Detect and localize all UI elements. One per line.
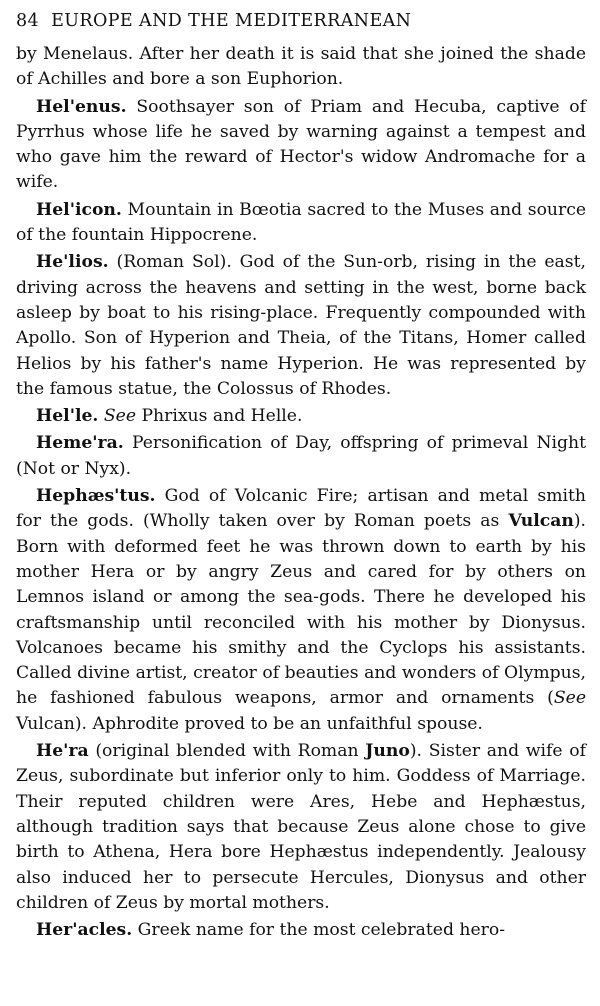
- entry-text: Vulcan). Aphrodite proved to be an unfaithful spouse.: [16, 713, 483, 734]
- page-number: 84: [16, 11, 40, 31]
- section-title: EUROPE AND THE MEDITERRANEAN: [51, 11, 412, 31]
- entry-heracles: [16, 918, 586, 943]
- headword: He'lios.: [36, 252, 109, 273]
- headword: Heme'ra.: [36, 433, 124, 454]
- headword: Her'acles.: [36, 920, 133, 941]
- entry-hera: [16, 739, 586, 916]
- entry-helicon: [16, 198, 586, 249]
- entry-text: ). Born with deformed feet he was thrown down to earth by his mother Hera or by angry Zeus and cared for by others on Lemnos island or among the sea-gods. There he developed his craftsmanship until reconciled with his mother by Dionysus. Volcanoes became his smithy and the Cyclops his assistants. Called divine artist, creator of beauties and wonders of Olympus, he fashioned fabulous weapons, armor and ornaments (: [16, 511, 586, 709]
- headword: Hel'enus.: [36, 96, 127, 117]
- see-reference: See: [553, 688, 586, 709]
- entry-text: (original blended with Roman: [88, 741, 366, 762]
- roman-name: Vulcan: [508, 511, 574, 532]
- entry-helios: [16, 250, 586, 402]
- headword: Hel'icon.: [36, 199, 122, 220]
- entry-menelaus-continued: [16, 42, 586, 93]
- entry-text: (Roman Sol). God of the Sun-orb, rising in the east, driving across the heavens and setting in the west, borne back asleep by boat to his rising-place. Frequently compounded with Apollo. Son of Hyperion and Theia, of the Titans, Homer called Helios by his father's name Hyperion. He was represented by the famous statue, the Colossus of Rhodes.: [16, 252, 586, 399]
- entry-helenus: [16, 95, 586, 196]
- entry-text: ). Sister and wife of Zeus, subordinate but inferior only to him. Goddess of Marriage. Their reputed children were Ares, Hebe and Hephæstus, although tradition says that because Zeus alone chose to give birth to Athena, Hera bore Hephæstus independently. Jealousy also induced her to persecute Hercules, Dionysus and other children of Zeus by mortal mothers.: [16, 741, 586, 913]
- running-head: [16, 6, 586, 36]
- entry-text: Phrixus and Helle.: [136, 406, 303, 427]
- entry-text: Personification of Day, offspring of primeval Night (Not or Nyx).: [16, 433, 586, 479]
- roman-name: Juno: [365, 741, 410, 762]
- entry-text: Greek name for the most celebrated hero-: [132, 920, 506, 941]
- entry-text: Soothsayer son of Priam and Hecuba, captive of Pyrrhus whose life he saved by warning against a tempest and who gave him the reward of Hector's widow Andromache for a wife.: [16, 96, 586, 193]
- entry-helle: [16, 404, 586, 429]
- entry-text: God of Volcanic Fire; artisan and metal smith for the gods. (Wholly taken over by Roman poets as: [16, 486, 586, 532]
- headword: Hephæs'tus.: [36, 486, 156, 507]
- headword: He'ra: [36, 741, 89, 762]
- headword: Hel'le.: [36, 406, 99, 427]
- entry-text: by Menelaus. After her death it is said that she joined the shade of Achilles and bore a son Euphorion.: [16, 44, 586, 90]
- page-body: [16, 42, 586, 943]
- entry-hemera: [16, 431, 586, 482]
- entry-text: Mountain in Bœotia sacred to the Muses and source of the fountain Hippocrene.: [16, 199, 586, 246]
- entry-hephaestus: [16, 484, 586, 737]
- see-reference: See: [103, 406, 137, 427]
